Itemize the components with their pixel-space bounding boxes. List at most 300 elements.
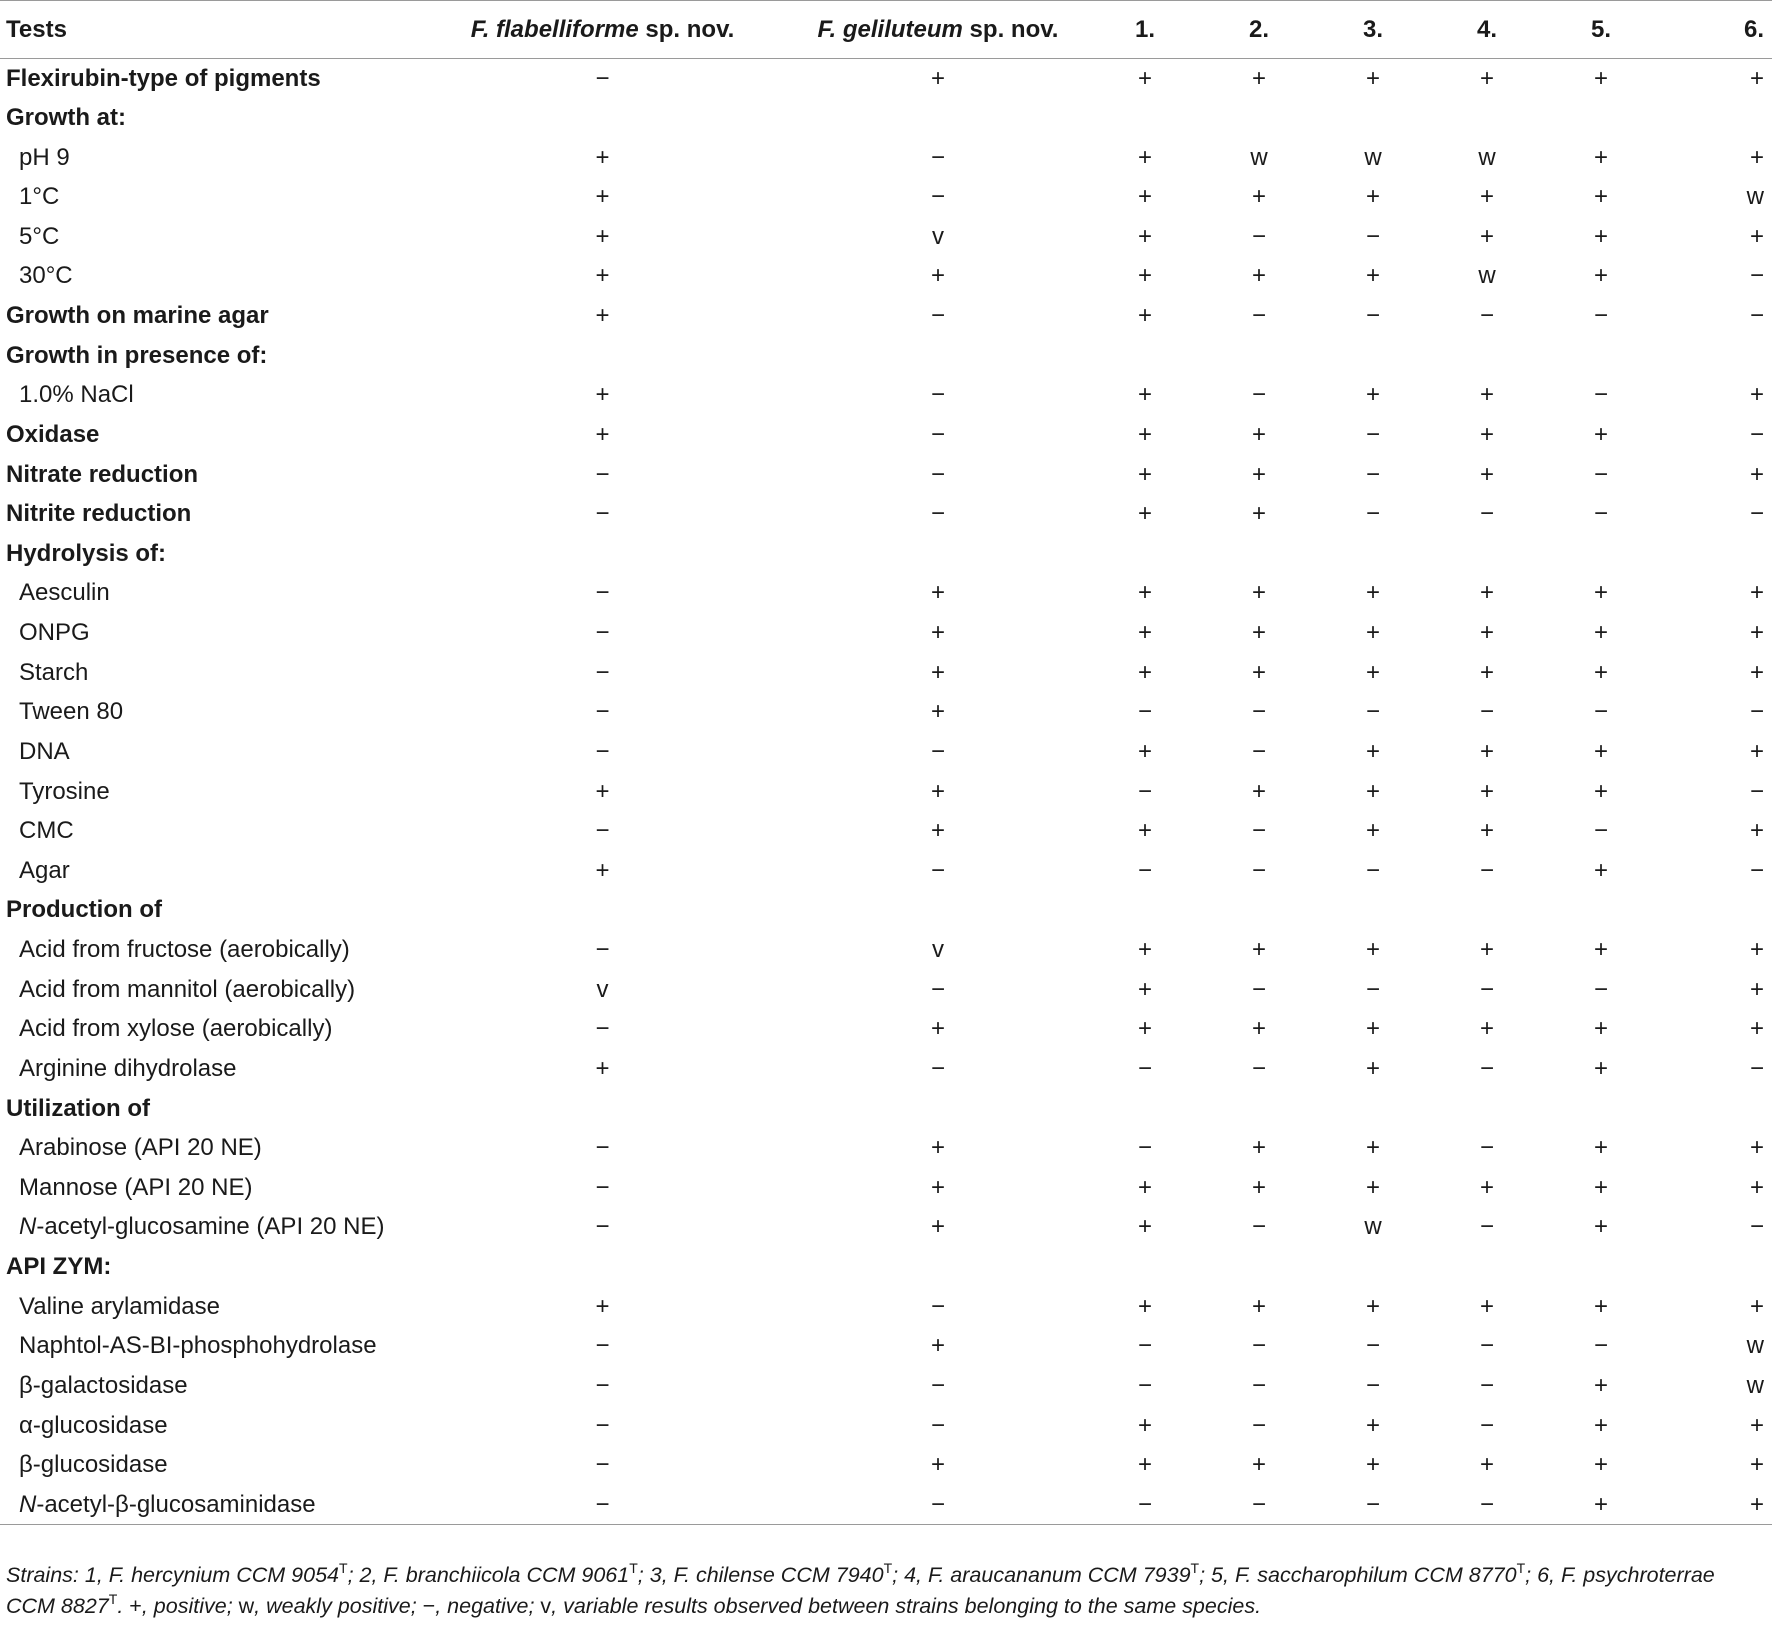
result-cell: − (788, 1485, 1088, 1525)
result-cell: + (1251, 579, 1266, 607)
result-cell: + (1749, 381, 1764, 409)
strain-label: 2, F. branchiicola CCM 9061 (359, 1563, 630, 1587)
result-cell: + (595, 420, 610, 448)
result-cell: + (1251, 262, 1266, 290)
result-cell: − (595, 698, 610, 726)
result-cell: + (1749, 1173, 1764, 1201)
test-name: Acid from mannitol (aerobically) (19, 975, 356, 1003)
test-name: α-glucosidase (19, 1411, 168, 1439)
result-cell: + (930, 64, 945, 92)
test-name: Growth on marine agar (6, 302, 269, 330)
result-cell: − (1251, 817, 1266, 845)
result-cell: + (1365, 579, 1380, 607)
test-name (0, 1485, 417, 1525)
result-cell: − (1251, 1332, 1266, 1360)
result-cell: + (1593, 1371, 1608, 1399)
type-strain-marker: T (629, 1560, 638, 1576)
result-cell: + (1137, 1451, 1152, 1479)
result-cell: − (1365, 460, 1380, 488)
result-cell: − (1365, 1332, 1380, 1360)
result-cell: + (1365, 64, 1380, 92)
table-row (0, 138, 1772, 178)
result-cell: + (1479, 420, 1494, 448)
type-strain-marker: T (1190, 1560, 1200, 1576)
result-cell: − (930, 1054, 945, 1082)
result-cell: + (930, 1134, 945, 1162)
header-strain-1: 1. (1088, 1, 1202, 59)
test-name: pH 9 (19, 143, 70, 171)
result-cell: − (595, 658, 610, 686)
test-name: Mannose (API 20 NE) (19, 1173, 253, 1201)
table-row (0, 930, 1772, 970)
result-cell: − (595, 1451, 610, 1479)
result-cell: − (1479, 302, 1494, 330)
legend-symbol: v (540, 1594, 552, 1618)
result-cell: − (1479, 975, 1494, 1003)
result-cell: − (1593, 698, 1608, 726)
result-cell: − (1749, 698, 1764, 726)
result-cell: + (1137, 1213, 1152, 1241)
test-name: API ZYM: (6, 1253, 112, 1281)
type-strain-marker: T (1516, 1560, 1526, 1576)
table-row (0, 1366, 1772, 1406)
result-cell: + (1365, 817, 1380, 845)
result-cell: + (1251, 1173, 1266, 1201)
result-cell: + (1251, 500, 1266, 528)
result-cell (1316, 534, 1430, 574)
result-cell: + (1365, 381, 1380, 409)
result-cell: + (1749, 1292, 1764, 1320)
result-cell: − (1749, 1213, 1764, 1241)
strain-label: 1, F. hercynium CCM 9054 (84, 1563, 340, 1587)
result-cell: + (1365, 1015, 1380, 1043)
result-cell (788, 891, 1088, 931)
result-cell: + (930, 1451, 945, 1479)
result-cell: + (1479, 619, 1494, 647)
result-cell: + (1749, 222, 1764, 250)
result-cell: + (1593, 737, 1608, 765)
result-cell: + (1365, 1292, 1380, 1320)
test-name: ONPG (19, 619, 90, 647)
header-species-flabelliforme (417, 1, 788, 59)
result-cell: v (932, 222, 944, 250)
result-cell: − (1137, 856, 1152, 884)
table-row (0, 613, 1772, 653)
separator: ; (1199, 1563, 1212, 1587)
result-cell: + (1251, 1292, 1266, 1320)
result-cell: w (1746, 183, 1764, 211)
result-cell (1088, 336, 1202, 376)
test-name: β-glucosidase (19, 1451, 168, 1479)
result-cell: + (1749, 460, 1764, 488)
result-cell: − (1251, 698, 1266, 726)
result-cell: + (1251, 1451, 1266, 1479)
result-cell (1430, 891, 1544, 931)
table-row (0, 1445, 1772, 1485)
footnote-prefix: Strains: (6, 1563, 85, 1587)
table-row (0, 336, 1772, 376)
result-cell (417, 891, 788, 931)
result-cell (417, 1089, 788, 1129)
result-cell: − (930, 460, 945, 488)
result-cell: + (1137, 1292, 1152, 1320)
result-cell: + (1251, 936, 1266, 964)
result-cell: − (1479, 1054, 1494, 1082)
species-suffix: sp. nov. (962, 15, 1059, 43)
result-cell: + (1479, 658, 1494, 686)
result-cell (1202, 98, 1316, 138)
result-cell: + (595, 777, 610, 805)
table-row (0, 772, 1772, 812)
table-row (0, 534, 1772, 574)
table-row (0, 1406, 1772, 1446)
test-name: Arabinose (API 20 NE) (19, 1134, 262, 1162)
table-row (0, 217, 1772, 257)
type-strain-marker: T (108, 1591, 118, 1607)
result-cell: − (1251, 1213, 1266, 1241)
result-cell: − (1251, 975, 1266, 1003)
result-cell (1430, 1247, 1544, 1287)
result-cell (1316, 98, 1430, 138)
result-cell: − (1593, 500, 1608, 528)
result-cell: − (1430, 1485, 1544, 1525)
test-name: 1.0% NaCl (19, 381, 134, 409)
test-name-rest: -acetyl-glucosamine (API 20 NE) (36, 1213, 385, 1241)
result-cell (417, 98, 788, 138)
test-name: 5°C (19, 222, 60, 250)
result-cell: − (595, 1173, 610, 1201)
result-cell: − (595, 1332, 610, 1360)
result-cell: − (930, 143, 945, 171)
result-cell: − (1749, 262, 1764, 290)
result-cell: − (1137, 1332, 1152, 1360)
test-name: Acid from fructose (aerobically) (19, 936, 350, 964)
result-cell: − (1365, 698, 1380, 726)
table-row (0, 693, 1772, 733)
test-name: CMC (19, 817, 74, 845)
result-cell: + (930, 1213, 945, 1241)
result-cell: − (1251, 1411, 1266, 1439)
result-cell (1430, 1089, 1544, 1129)
result-cell (1202, 534, 1316, 574)
result-cell: − (1316, 1485, 1430, 1525)
result-cell: − (1479, 1332, 1494, 1360)
header-tests: Tests (0, 1, 417, 59)
result-cell: + (1137, 1173, 1152, 1201)
italic-prefix: N (19, 1490, 37, 1518)
result-cell: w (1746, 1371, 1764, 1399)
result-cell: + (1137, 262, 1152, 290)
result-cell: − (595, 500, 610, 528)
test-name: Flexirubin-type of pigments (6, 64, 321, 92)
result-cell: w (1746, 1332, 1764, 1360)
result-cell: + (595, 302, 610, 330)
result-cell: + (1137, 222, 1152, 250)
result-cell (1202, 1247, 1316, 1287)
table-row (0, 732, 1772, 772)
result-cell: + (1365, 1451, 1380, 1479)
result-cell: − (595, 817, 610, 845)
result-cell (1544, 534, 1658, 574)
strain-label: 5, F. saccharophilum CCM 8770 (1211, 1563, 1517, 1587)
test-name: DNA (19, 737, 70, 765)
result-cell: − (1749, 856, 1764, 884)
result-cell: − (1088, 1485, 1202, 1525)
header-row (0, 1, 1772, 59)
result-cell: − (1479, 1411, 1494, 1439)
table-footnote (6, 1560, 1766, 1622)
table-row (0, 455, 1772, 495)
result-cell: + (930, 658, 945, 686)
type-strain-marker: T (339, 1560, 348, 1576)
result-cell: + (1749, 619, 1764, 647)
legend-symbol: − (422, 1594, 436, 1618)
result-cell: w (1364, 1213, 1382, 1241)
result-cell: + (1365, 619, 1380, 647)
result-cell: − (930, 420, 945, 448)
result-cell: + (1251, 658, 1266, 686)
test-name: Acid from xylose (aerobically) (19, 1015, 333, 1043)
table-row (0, 376, 1772, 416)
result-cell (1202, 336, 1316, 376)
result-cell: + (1593, 222, 1608, 250)
result-cell: + (1365, 1411, 1380, 1439)
result-cell: + (1479, 936, 1494, 964)
result-cell: − (1365, 420, 1380, 448)
test-name: Nitrite reduction (6, 500, 192, 528)
result-cell: + (1251, 183, 1266, 211)
result-cell (788, 336, 1088, 376)
result-cell (1316, 336, 1430, 376)
table-row (0, 59, 1772, 99)
result-cell: − (1749, 420, 1764, 448)
result-cell (1658, 336, 1772, 376)
result-cell: − (595, 619, 610, 647)
result-cell: − (1479, 1371, 1494, 1399)
result-cell: + (1137, 1015, 1152, 1043)
result-cell: + (1593, 619, 1608, 647)
test-name: Aesculin (19, 579, 110, 607)
table-row (0, 1327, 1772, 1367)
legend-text: , positive; (141, 1594, 239, 1618)
table-row (0, 1485, 1772, 1525)
result-cell: + (1749, 1015, 1764, 1043)
result-cell: + (1749, 1134, 1764, 1162)
table-row (0, 1128, 1772, 1168)
result-cell: + (930, 817, 945, 845)
table-row (0, 970, 1772, 1010)
result-cell: + (595, 1292, 610, 1320)
result-cell: + (1749, 975, 1764, 1003)
result-cell: + (1137, 737, 1152, 765)
result-cell: + (1544, 1485, 1658, 1525)
separator: ; (347, 1563, 360, 1587)
result-cell: + (1365, 658, 1380, 686)
result-cell: − (595, 1134, 610, 1162)
result-cell: + (1749, 579, 1764, 607)
result-cell: + (1593, 1015, 1608, 1043)
result-cell: − (930, 500, 945, 528)
separator: ; (892, 1563, 905, 1587)
result-cell: + (1593, 1054, 1608, 1082)
result-cell: − (930, 183, 945, 211)
result-cell (1658, 98, 1772, 138)
result-cell: + (930, 1173, 945, 1201)
result-cell (1316, 1247, 1430, 1287)
result-cell: + (1593, 777, 1608, 805)
result-cell (1316, 891, 1430, 931)
result-cell: + (1593, 1173, 1608, 1201)
result-cell: + (1593, 856, 1608, 884)
result-cell: + (1479, 183, 1494, 211)
type-strain-marker: T (883, 1560, 893, 1576)
result-cell (788, 534, 1088, 574)
result-cell: + (1137, 143, 1152, 171)
result-cell: + (1479, 381, 1494, 409)
result-cell (1544, 891, 1658, 931)
result-cell: + (1479, 1015, 1494, 1043)
result-cell: + (595, 381, 610, 409)
table-row (0, 494, 1772, 534)
result-cell: − (1479, 1134, 1494, 1162)
result-cell: + (1593, 579, 1608, 607)
result-cell (788, 1089, 1088, 1129)
test-name: β-galactosidase (19, 1371, 188, 1399)
result-cell (788, 98, 1088, 138)
result-cell: − (1137, 698, 1152, 726)
table-row (0, 1089, 1772, 1129)
table-row (0, 653, 1772, 693)
table-row (0, 891, 1772, 931)
result-cell: w (1250, 143, 1268, 171)
result-cell: w (1478, 262, 1496, 290)
result-cell: − (1593, 1332, 1608, 1360)
result-cell: + (1365, 1173, 1380, 1201)
result-cell: − (595, 64, 610, 92)
test-name: 1°C (19, 183, 60, 211)
test-name: Utilization of (6, 1094, 150, 1122)
result-cell: − (1749, 777, 1764, 805)
result-cell: + (1479, 817, 1494, 845)
result-cell: − (1749, 1054, 1764, 1082)
test-name: Naphtol-AS-BI-phosphohydrolase (19, 1332, 377, 1360)
result-cell: + (1479, 1173, 1494, 1201)
result-cell: + (1479, 460, 1494, 488)
result-cell: + (1593, 1213, 1608, 1241)
result-cell: + (1593, 143, 1608, 171)
result-cell: + (1137, 64, 1152, 92)
result-cell: + (1137, 936, 1152, 964)
result-cell: + (1251, 460, 1266, 488)
result-cell: + (1365, 183, 1380, 211)
result-cell: + (1749, 737, 1764, 765)
header-strain-2: 2. (1202, 1, 1316, 59)
result-cell: − (1365, 975, 1380, 1003)
result-cell: − (1251, 222, 1266, 250)
result-cell: − (595, 737, 610, 765)
table-row (0, 1168, 1772, 1208)
result-cell (1544, 1089, 1658, 1129)
result-cell: w (1364, 143, 1382, 171)
result-cell: − (595, 460, 610, 488)
result-cell: − (930, 1292, 945, 1320)
result-cell: + (1137, 420, 1152, 448)
table-row (0, 1049, 1772, 1089)
result-cell (1658, 1247, 1772, 1287)
result-cell: + (595, 1054, 610, 1082)
table-row (0, 1010, 1772, 1050)
result-cell: − (1479, 500, 1494, 528)
result-cell: v (932, 936, 944, 964)
result-cell: + (1137, 500, 1152, 528)
result-cell: + (1365, 777, 1380, 805)
result-cell (1316, 1089, 1430, 1129)
legend-text: , variable results observed between strains belonging to the same species. (551, 1594, 1262, 1618)
separator: ; (1525, 1563, 1538, 1587)
result-cell: − (930, 975, 945, 1003)
result-cell (1202, 891, 1316, 931)
result-cell (417, 534, 788, 574)
legend-text: , weakly positive; (254, 1594, 423, 1618)
result-cell: − (1365, 500, 1380, 528)
result-cell (1088, 1089, 1202, 1129)
species-name: F. flabelliforme (470, 15, 639, 43)
table-row (0, 98, 1772, 138)
species-name: F. geliluteum (817, 15, 963, 43)
table-row (0, 415, 1772, 455)
result-cell (788, 1247, 1088, 1287)
result-cell: − (595, 1411, 610, 1439)
result-cell: − (1365, 856, 1380, 884)
result-cell: − (930, 302, 945, 330)
test-name: Production of (6, 896, 162, 924)
test-name: Tween 80 (19, 698, 124, 726)
result-cell: + (930, 777, 945, 805)
table-row (0, 811, 1772, 851)
test-name: Tyrosine (19, 777, 110, 805)
result-cell: + (1593, 262, 1608, 290)
result-cell: + (1479, 222, 1494, 250)
result-cell: + (595, 183, 610, 211)
result-cell: + (1251, 1015, 1266, 1043)
result-cell: + (1479, 1292, 1494, 1320)
result-cell: − (1593, 817, 1608, 845)
result-cell: − (1251, 1371, 1266, 1399)
result-cell (1202, 1089, 1316, 1129)
result-cell: − (1202, 1485, 1316, 1525)
result-cell: + (1137, 183, 1152, 211)
result-cell: + (1251, 777, 1266, 805)
result-cell: + (1593, 1411, 1608, 1439)
result-cell (1088, 98, 1202, 138)
header-strain-6: 6. (1658, 1, 1772, 59)
result-cell (417, 1247, 788, 1287)
result-cell: + (1593, 64, 1608, 92)
result-cell: v (596, 975, 609, 1003)
result-cell: − (1479, 698, 1494, 726)
result-cell: + (1365, 1134, 1380, 1162)
result-cell (1658, 891, 1772, 931)
result-cell: − (1479, 1213, 1494, 1241)
result-cell: w (1478, 143, 1496, 171)
strain-label: 4, F. araucananum CCM 7939 (904, 1563, 1191, 1587)
table-row (0, 1247, 1772, 1287)
table-row (0, 1208, 1772, 1248)
test-name: 30°C (19, 262, 73, 290)
table-row (0, 177, 1772, 217)
result-cell: − (1749, 302, 1764, 330)
result-cell: + (1365, 936, 1380, 964)
